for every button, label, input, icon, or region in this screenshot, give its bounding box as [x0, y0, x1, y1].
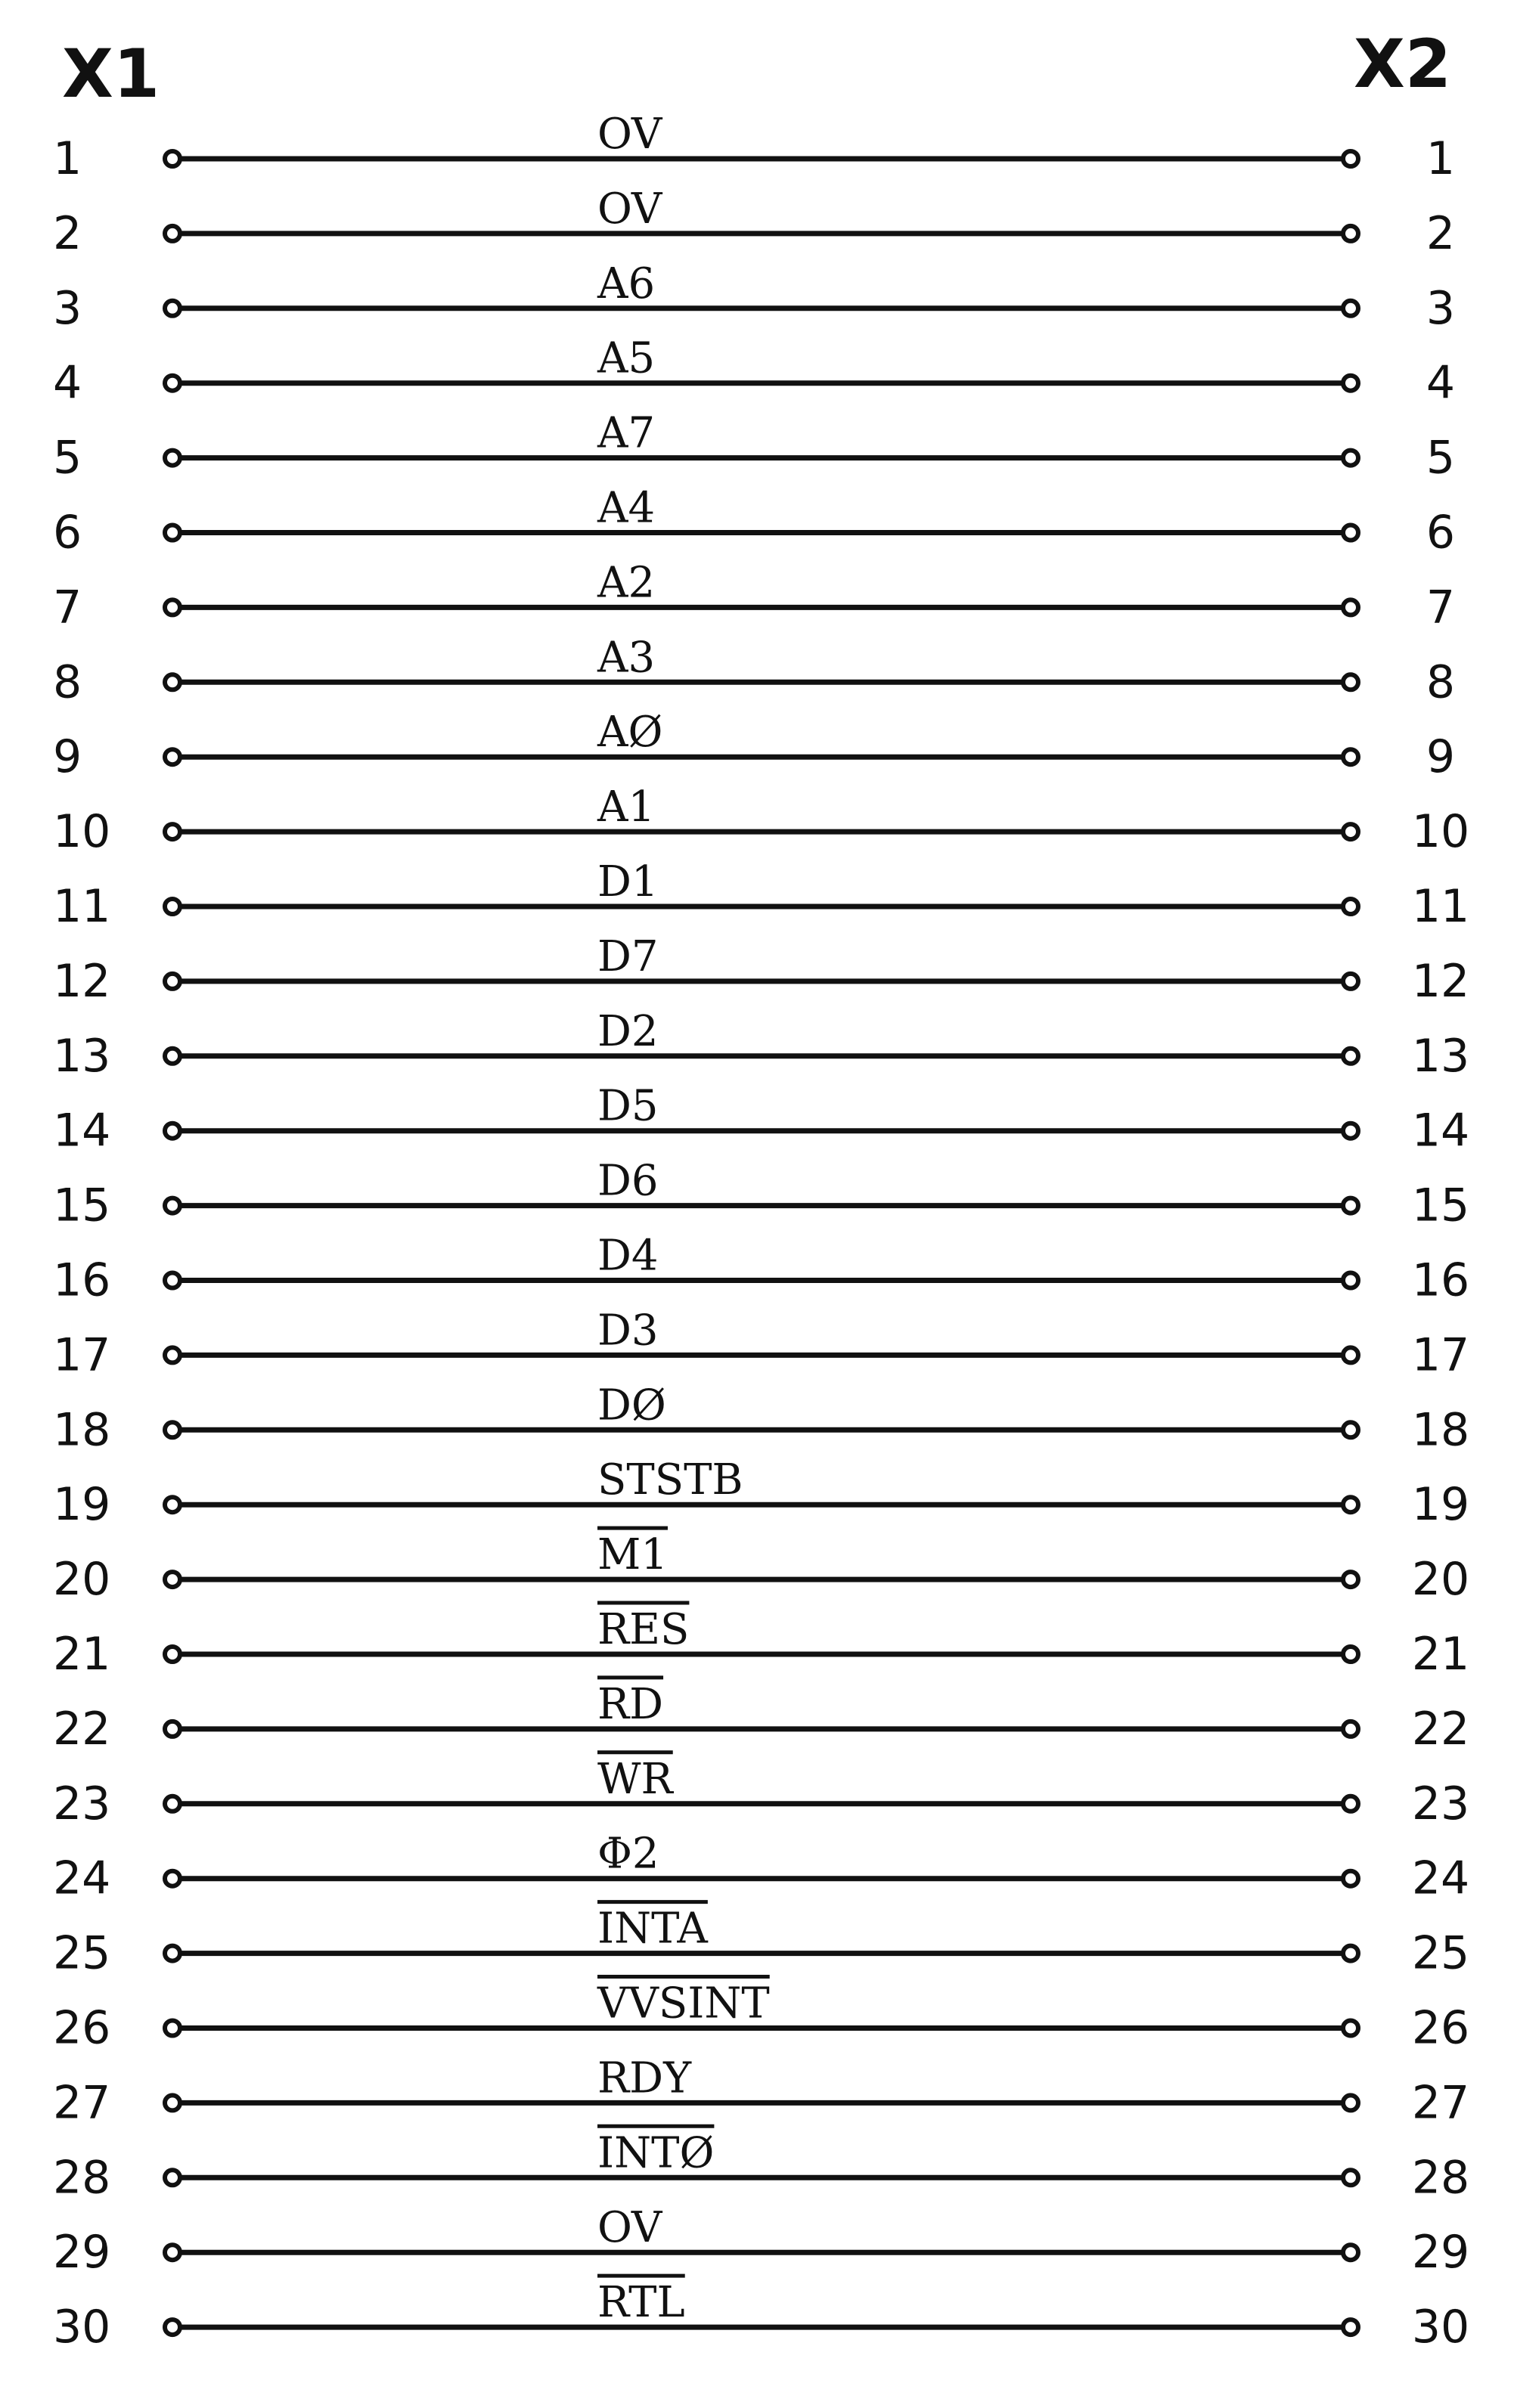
x1-pin-number: 17: [53, 1328, 111, 1382]
x2-pin-number: 11: [1411, 880, 1470, 933]
x2-pin-number: 20: [1411, 1553, 1470, 1607]
x2-terminal: [1343, 2095, 1358, 2110]
signal-label: RD: [597, 1679, 664, 1729]
wire-row-26: [53, 1977, 1469, 2055]
x2-pin-number: 13: [1411, 1029, 1470, 1083]
x2-terminal: [1343, 1946, 1358, 1961]
x2-terminal: [1343, 151, 1358, 166]
wire-row-25: [53, 1902, 1469, 1980]
x1-pin-number: 15: [53, 1179, 111, 1232]
x1-terminal: [165, 974, 180, 989]
x1-pin-number: 10: [53, 805, 111, 859]
x1-pin-number: 2: [53, 206, 82, 260]
x1-terminal: [165, 376, 180, 391]
signal-label: M1: [597, 1530, 668, 1580]
wire-row-21: [53, 1603, 1469, 1681]
connection-rows: [53, 110, 1469, 2354]
signal-label: D7: [597, 931, 659, 981]
signal-label: INTA: [597, 1904, 708, 1954]
x1-terminal: [165, 1422, 180, 1437]
x2-terminal: [1343, 824, 1358, 839]
connector-x2-header: X2: [1354, 25, 1452, 103]
x1-pin-number: 5: [53, 431, 82, 485]
x2-terminal: [1343, 1123, 1358, 1139]
x2-pin-number: 25: [1411, 1926, 1470, 1980]
signal-label: WR: [597, 1754, 673, 1804]
x1-terminal: [165, 2021, 180, 2036]
x2-pin-number: 12: [1411, 954, 1470, 1008]
x2-pin-number: 6: [1426, 506, 1456, 559]
signal-label: RDY: [597, 2053, 692, 2103]
wire-row-13: [53, 1007, 1469, 1083]
wire-row-28: [53, 2126, 1469, 2204]
x1-pin-number: 13: [53, 1029, 111, 1083]
x2-pin-number: 22: [1411, 1702, 1470, 1756]
x2-terminal: [1343, 2021, 1358, 2036]
x1-terminal: [165, 1497, 180, 1512]
x1-terminal: [165, 1871, 180, 1886]
x1-terminal: [165, 824, 180, 839]
x2-pin-number: 18: [1411, 1403, 1470, 1457]
x1-terminal: [165, 2245, 180, 2260]
x2-terminal: [1343, 1796, 1358, 1811]
wire-row-1: [53, 110, 1455, 185]
x2-pin-number: 7: [1426, 581, 1456, 634]
wire-row-29: [53, 2203, 1469, 2279]
x1-terminal: [165, 1946, 180, 1961]
x1-terminal: [165, 1572, 180, 1587]
x2-terminal: [1343, 226, 1358, 241]
x1-pin-number: 14: [53, 1104, 111, 1158]
x1-pin-number: 18: [53, 1403, 111, 1457]
wire-row-9: [53, 708, 1455, 783]
x2-pin-number: 27: [1411, 2076, 1470, 2130]
x2-terminal: [1343, 376, 1358, 391]
signal-label: RTL: [597, 2278, 685, 2328]
x2-terminal: [1343, 974, 1358, 989]
x2-pin-number: 16: [1411, 1254, 1470, 1307]
signal-label: D6: [597, 1156, 659, 1206]
signal-label: A7: [597, 408, 656, 458]
signal-label: A4: [597, 483, 656, 533]
wire-row-23: [53, 1753, 1469, 1830]
x1-terminal: [165, 226, 180, 241]
x1-pin-number: 7: [53, 581, 82, 634]
wire-row-16: [53, 1232, 1469, 1307]
x1-terminal: [165, 749, 180, 764]
x1-pin-number: 6: [53, 506, 82, 559]
signal-label: A1: [597, 783, 656, 832]
x1-pin-number: 19: [53, 1478, 111, 1532]
signal-label: D1: [597, 857, 659, 906]
x2-terminal: [1343, 2170, 1358, 2185]
x2-pin-number: 15: [1411, 1179, 1470, 1232]
signal-label: D2: [597, 1006, 659, 1056]
x1-terminal: [165, 1647, 180, 1662]
x1-pin-number: 4: [53, 356, 82, 410]
wire-row-5: [53, 409, 1455, 485]
x1-pin-number: 16: [53, 1254, 111, 1307]
signal-label: D3: [597, 1306, 659, 1356]
wire-row-7: [53, 558, 1455, 634]
x2-terminal: [1343, 1422, 1358, 1437]
x2-terminal: [1343, 451, 1358, 466]
x1-pin-number: 8: [53, 655, 82, 709]
x1-terminal: [165, 1796, 180, 1811]
x2-pin-number: 5: [1426, 431, 1456, 485]
x2-pin-number: 8: [1426, 655, 1456, 709]
wire-row-20: [53, 1528, 1469, 1606]
x2-terminal: [1343, 749, 1358, 764]
x1-pin-number: 22: [53, 1702, 111, 1756]
signal-label: DØ: [597, 1381, 666, 1430]
signal-label: VVSINT: [597, 1979, 770, 2028]
x1-pin-number: 20: [53, 1553, 111, 1607]
wire-row-11: [53, 857, 1469, 933]
x2-terminal: [1343, 1347, 1358, 1362]
signal-label: OV: [597, 2203, 662, 2253]
x1-terminal: [165, 1273, 180, 1288]
signal-label: A5: [597, 333, 656, 383]
signal-label: OV: [597, 110, 662, 159]
wire-row-30: [53, 2276, 1469, 2354]
wire-row-24: [53, 1830, 1469, 1905]
x2-terminal: [1343, 1647, 1358, 1662]
x1-terminal: [165, 2170, 180, 2185]
connector-x1-header: X1: [62, 35, 160, 113]
x1-terminal: [165, 600, 180, 615]
x2-terminal: [1343, 525, 1358, 541]
x1-terminal: [165, 1049, 180, 1064]
x2-pin-number: 17: [1411, 1328, 1470, 1382]
wire-row-10: [53, 783, 1469, 858]
x2-pin-number: 9: [1426, 730, 1456, 784]
x1-pin-number: 9: [53, 730, 82, 784]
x2-pin-number: 1: [1426, 132, 1456, 185]
wire-row-27: [53, 2053, 1469, 2129]
x1-pin-number: 30: [53, 2301, 111, 2354]
x1-terminal: [165, 451, 180, 466]
x1-terminal: [165, 301, 180, 316]
wire-row-15: [53, 1157, 1469, 1232]
x1-pin-number: 12: [53, 954, 111, 1008]
x2-terminal: [1343, 301, 1358, 316]
x2-terminal: [1343, 1871, 1358, 1886]
wire-row-22: [53, 1678, 1469, 1756]
x1-pin-number: 1: [53, 132, 82, 185]
x1-pin-number: 21: [53, 1628, 111, 1681]
x1-terminal: [165, 1198, 180, 1213]
x1-terminal: [165, 151, 180, 166]
x2-pin-number: 19: [1411, 1478, 1470, 1532]
x1-terminal: [165, 1123, 180, 1139]
x1-terminal: [165, 1722, 180, 1737]
x2-pin-number: 10: [1411, 805, 1470, 859]
x2-pin-number: 23: [1411, 1777, 1470, 1830]
x2-terminal: [1343, 674, 1358, 690]
x1-terminal: [165, 1347, 180, 1362]
x2-terminal: [1343, 1722, 1358, 1737]
x2-pin-number: 21: [1411, 1628, 1470, 1681]
wire-row-3: [53, 259, 1455, 335]
x1-pin-number: 25: [53, 1926, 111, 1980]
signal-label: INTØ: [597, 2128, 715, 2178]
signal-label: Φ2: [597, 1829, 659, 1879]
x2-terminal: [1343, 600, 1358, 615]
x1-pin-number: 23: [53, 1777, 111, 1830]
wire-row-8: [53, 633, 1455, 708]
x1-terminal: [165, 899, 180, 914]
x1-pin-number: 11: [53, 880, 111, 933]
x1-terminal: [165, 2095, 180, 2110]
x1-pin-number: 28: [53, 2151, 111, 2205]
x2-terminal: [1343, 1572, 1358, 1587]
signal-label: A6: [597, 259, 656, 308]
x2-pin-number: 2: [1426, 206, 1456, 260]
x2-pin-number: 24: [1411, 1852, 1470, 1905]
signal-label: RES: [597, 1605, 690, 1654]
x2-terminal: [1343, 1049, 1358, 1064]
wire-row-4: [53, 334, 1455, 410]
x2-terminal: [1343, 1273, 1358, 1288]
signal-label: D5: [597, 1081, 659, 1131]
x1-terminal: [165, 674, 180, 690]
x2-pin-number: 4: [1426, 356, 1456, 410]
wire-row-18: [53, 1381, 1469, 1456]
signal-label: A3: [597, 633, 656, 683]
wire-row-17: [53, 1306, 1469, 1381]
signal-label: AØ: [597, 708, 663, 758]
x1-pin-number: 26: [53, 2001, 111, 2055]
x2-terminal: [1343, 899, 1358, 914]
wire-row-6: [53, 484, 1455, 559]
x2-pin-number: 29: [1411, 2226, 1470, 2279]
wire-row-2: [53, 184, 1455, 260]
x1-pin-number: 3: [53, 281, 82, 335]
x2-terminal: [1343, 2245, 1358, 2260]
wire-row-19: [53, 1455, 1469, 1531]
signal-label: OV: [597, 184, 662, 234]
x1-pin-number: 24: [53, 1852, 111, 1905]
x1-terminal: [165, 525, 180, 541]
wire-row-14: [53, 1082, 1469, 1158]
x1-pin-number: 29: [53, 2226, 111, 2279]
x2-pin-number: 30: [1411, 2301, 1470, 2354]
x1-pin-number: 27: [53, 2076, 111, 2130]
x2-pin-number: 26: [1411, 2001, 1470, 2055]
x2-terminal: [1343, 1497, 1358, 1512]
signal-label: STSTB: [597, 1455, 743, 1505]
x2-pin-number: 3: [1426, 281, 1456, 335]
wire-row-12: [53, 932, 1469, 1008]
x1-terminal: [165, 2320, 180, 2335]
x2-pin-number: 28: [1411, 2151, 1470, 2205]
signal-label: D4: [597, 1231, 659, 1281]
x2-terminal: [1343, 2320, 1358, 2335]
x2-pin-number: 14: [1411, 1104, 1470, 1158]
signal-label: A2: [597, 558, 656, 608]
x2-terminal: [1343, 1198, 1358, 1213]
